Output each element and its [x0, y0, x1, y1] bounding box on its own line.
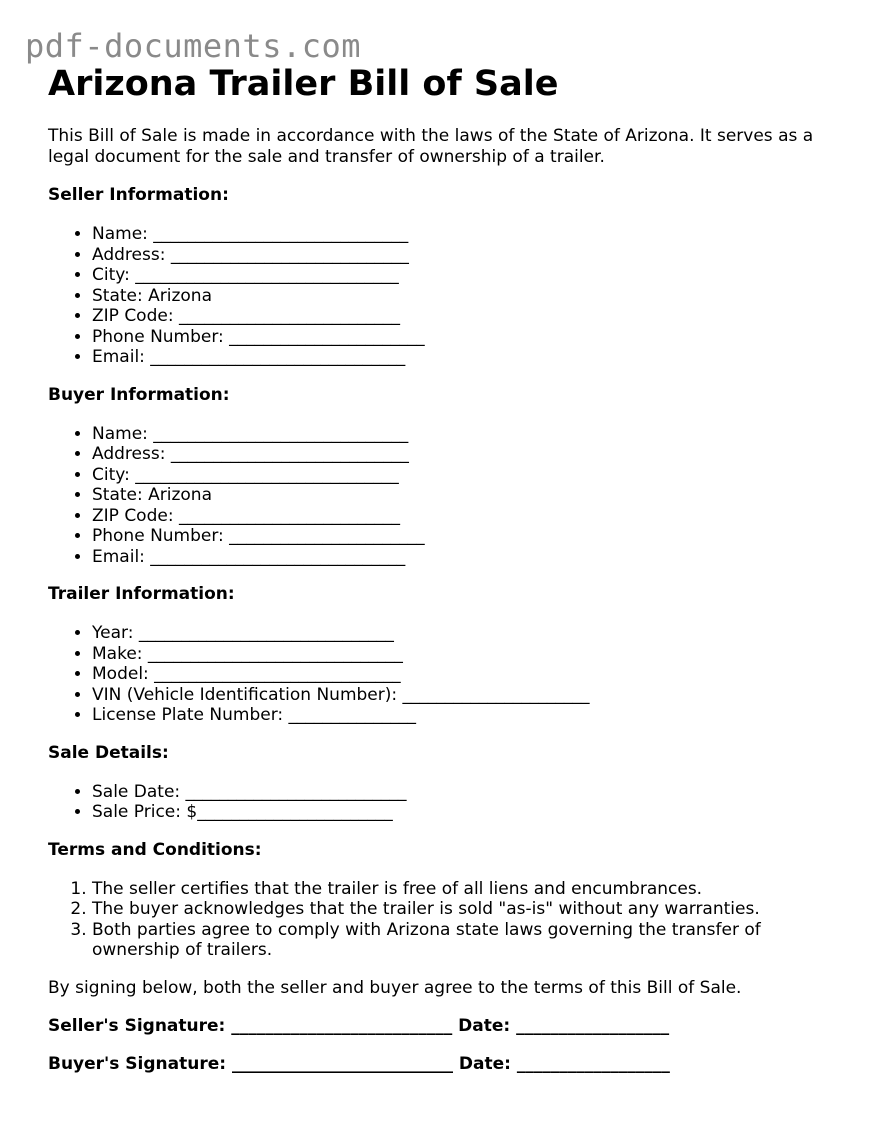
term-item: 3. Both parties agree to comply with Arizona state laws governing the transfer of ownership of trailers. [92, 920, 848, 961]
terms-list [48, 879, 848, 961]
trailer-plate-field: • License Plate Number: _______________ [92, 705, 848, 726]
seller-heading: Seller Information: [48, 185, 229, 205]
terms-heading: Terms and Conditions: [48, 839, 262, 860]
trailer-list [48, 623, 848, 726]
document-body [48, 126, 848, 1092]
sale-heading: Sale Details: [48, 742, 169, 763]
buyer-signature-line: Buyer's Signature: __________________________ Date: __________________ [48, 1053, 670, 1074]
sale-list [48, 782, 848, 823]
seller-list [48, 224, 848, 368]
buyer-city-field: • City: _______________________________ [92, 465, 848, 486]
seller-zip-field: • ZIP Code: __________________________ [92, 306, 848, 327]
trailer-heading: Trailer Information: [48, 584, 235, 604]
intro-paragraph: This Bill of Sale is made in accordance with the laws of the State of Arizona. It serves as a legal document for the sale and transfer of ownership of a trailer. [48, 126, 814, 167]
trailer-make-field: • Make: ______________________________ [92, 644, 848, 665]
document-title: Arizona Trailer Bill of Sale [48, 64, 559, 104]
buyer-email-field: • Email: ______________________________ [92, 547, 848, 568]
agreement-statement: By signing below, both the seller and buyer agree to the terms of this Bill of Sale. [48, 977, 742, 998]
term-item: 2. The buyer acknowledges that the trailer is sold "as-is" without any warranties. [92, 899, 848, 920]
seller-signature-line: Seller's Signature: __________________________ Date: __________________ [48, 1015, 670, 1036]
trailer-model-field: • Model: _____________________________ [92, 664, 848, 685]
term-item: 1. The seller certifies that the trailer is free of all liens and encumbrances. [92, 879, 848, 900]
watermark: pdf-documents.com [25, 27, 362, 65]
buyer-phone-field: • Phone Number: _______________________ [92, 526, 848, 547]
buyer-zip-field: • ZIP Code: __________________________ [92, 506, 848, 527]
seller-phone-field: • Phone Number: _______________________ [92, 327, 848, 348]
seller-address-field: • Address: ____________________________ [92, 245, 848, 266]
trailer-vin-field: • VIN (Vehicle Identification Number): ______________________ [92, 685, 848, 706]
sale-price-field: • Sale Price: $_______________________ [92, 802, 848, 823]
seller-email-field: • Email: ______________________________ [92, 347, 848, 368]
seller-name-field: • Name: ______________________________ [92, 224, 848, 245]
buyer-address-field: • Address: ____________________________ [92, 444, 848, 465]
buyer-state-field: • State: Arizona [92, 485, 848, 506]
sale-date-field: • Sale Date: __________________________ [92, 782, 848, 803]
buyer-list [48, 424, 848, 568]
buyer-heading: Buyer Information: [48, 384, 230, 405]
seller-city-field: • City: _______________________________ [92, 265, 848, 286]
trailer-year-field: • Year: ______________________________ [92, 623, 848, 644]
buyer-name-field: • Name: ______________________________ [92, 424, 848, 445]
seller-state-field: • State: Arizona [92, 286, 848, 307]
